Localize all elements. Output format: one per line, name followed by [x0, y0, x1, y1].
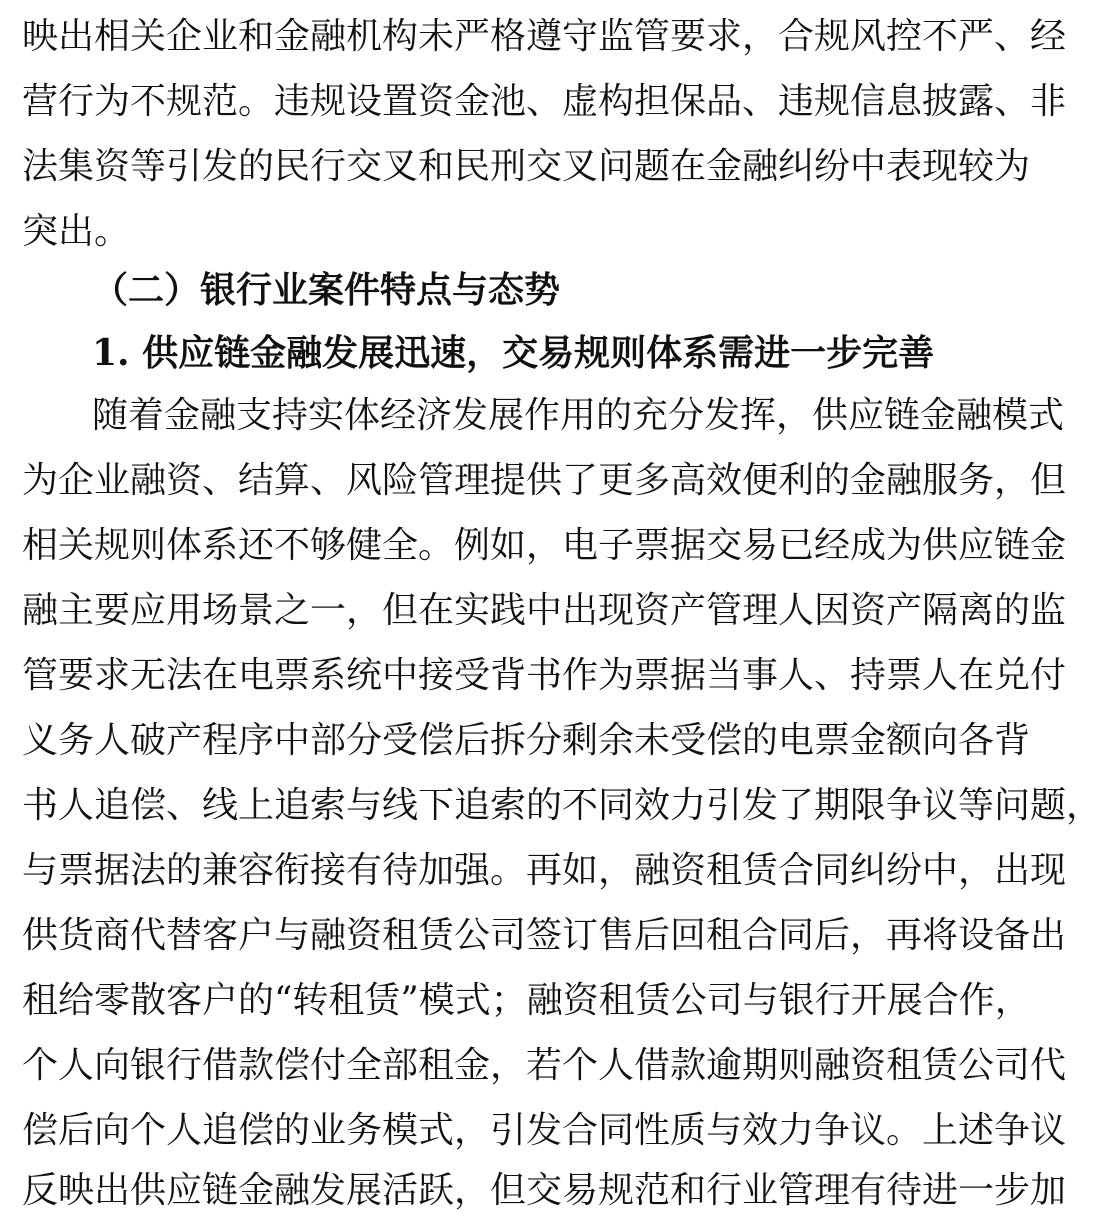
paragraph-line: 反映出供应链金融发展活跃，但交易规范和行业管理有待进一步加	[22, 1170, 1067, 1211]
paragraph-line: 映出相关企业和金融机构未严格遵守监管要求，合规风控不严、经	[22, 16, 1067, 57]
subsection-heading: 1. 供应链金融发展迅速，交易规则体系需进一步完善	[92, 332, 935, 374]
paragraph-line: 法集资等引发的民行交叉和民刑交叉问题在金融纠纷中表现较为	[22, 146, 1031, 187]
paragraph-line: 偿后向个人追偿的业务模式，引发合同性质与效力争议。上述争议	[22, 1110, 1067, 1151]
paragraph-line: 管要求无法在电票系统中接受背书作为票据当事人、持票人在兑付	[22, 655, 1067, 696]
paragraph-line: 与票据法的兼容衔接有待加强。再如，融资租赁合同纠纷中，出现	[22, 850, 1067, 891]
paragraph-line: 突出。	[22, 211, 131, 252]
paragraph-line: 书人追偿、线上追索与线下追索的不同效力引发了期限争议等问题，	[22, 785, 1102, 826]
paragraph-line: 义务人破产程序中部分受偿后拆分剩余未受偿的电票金额向各背	[22, 720, 1031, 761]
paragraph-line: 随着金融支持实体经济发展作用的充分发挥，供应链金融模式	[92, 395, 1065, 436]
paragraph-line: 营行为不规范。违规设置资金池、虚构担保品、违规信息披露、非	[22, 81, 1067, 122]
paragraph-line: 融主要应用场景之一，但在实践中出现资产管理人因资产隔离的监	[22, 590, 1067, 631]
paragraph-line: 个人向银行借款偿付全部租金，若个人借款逾期则融资租赁公司代	[22, 1045, 1067, 1086]
paragraph-line: 为企业融资、结算、风险管理提供了更多高效便利的金融服务，但	[22, 460, 1067, 501]
paragraph-line: 相关规则体系还不够健全。例如，电子票据交易已经成为供应链金	[22, 525, 1067, 566]
paragraph-line: 租给零散客户的“转租赁”模式；融资租赁公司与银行开展合作，	[22, 980, 1031, 1021]
paragraph-line: 供货商代替客户与融资租赁公司签订售后回租合同后，再将设备出	[22, 915, 1067, 956]
section-heading: （二）银行业案件特点与态势	[92, 270, 561, 311]
